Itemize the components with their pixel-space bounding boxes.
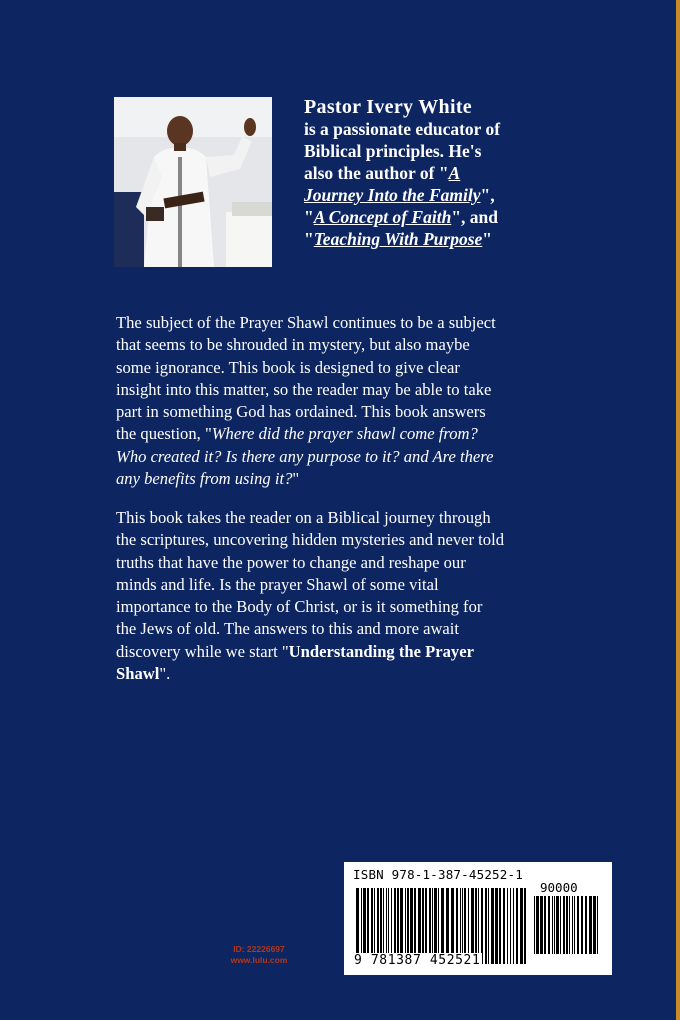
paragraph-line: insight into this matter, so the reader may be able to take <box>116 379 492 399</box>
barcode-bar <box>507 888 508 964</box>
barcode-bar <box>560 896 561 954</box>
question-text: Where did the prayer shawl come from? <box>211 424 478 444</box>
barcode-bar <box>556 896 559 954</box>
paragraph-line: the Jews of old. The answers to this and more await <box>116 619 460 639</box>
book-title-bold: Shawl <box>116 664 160 684</box>
author-name: Pastor Ivery White <box>304 96 472 118</box>
barcode-bar <box>503 888 505 964</box>
barcode-bar <box>554 896 555 954</box>
price-code-text: 90000 <box>540 880 578 895</box>
book-title: Teaching With Purpose <box>313 229 483 249</box>
barcode-bar <box>597 896 598 954</box>
barcode-bar <box>563 896 565 954</box>
publisher-id-block <box>219 944 299 966</box>
question-text: Who created it? Is there any purpose to it? and Are there <box>116 446 494 466</box>
book-title: Journey Into the Family <box>304 185 481 205</box>
bio-line: is a passionate educator of <box>304 119 501 139</box>
addon-barcode <box>534 896 600 954</box>
barcode-bar <box>548 896 550 954</box>
barcode-box <box>344 862 612 975</box>
paragraph-line: This book takes the reader on a Biblical journey through <box>116 508 491 527</box>
line-text: discovery while we start " <box>116 641 289 661</box>
barcode-bar <box>593 896 596 954</box>
author-photo-illustration <box>114 97 272 267</box>
quote-mark: " <box>304 207 314 227</box>
line-text: ". <box>159 664 171 684</box>
question-text: any benefits from using it? <box>116 469 293 489</box>
barcode-bar <box>495 888 498 964</box>
author-bio <box>304 96 574 250</box>
line-text: the question, " <box>116 424 212 444</box>
barcode-bar <box>491 888 494 964</box>
paragraph-line: minds and life. Is the prayer Shawl of some vital <box>116 574 439 594</box>
barcode-bar <box>520 888 523 964</box>
barcode-bar <box>536 896 539 954</box>
quote-mark: " <box>482 229 492 249</box>
line-text: " <box>292 469 300 489</box>
publisher-id: ID: 22226697 <box>233 944 285 954</box>
separator: ", and <box>451 207 498 227</box>
barcode-bar <box>574 896 575 954</box>
bio-line <box>304 206 574 228</box>
separator: ", <box>480 185 495 205</box>
paragraph-line: part in something God has ordained. This book answers <box>116 402 486 422</box>
paragraph-line: The subject of the Prayer Shawl continues to be a subject <box>116 313 496 332</box>
barcode-bar <box>516 888 518 964</box>
bio-line <box>304 228 574 250</box>
barcode-bar <box>569 896 570 954</box>
barcode-bar <box>534 896 535 954</box>
barcode-bar <box>544 896 546 954</box>
barcode-bar <box>581 896 583 954</box>
book-title: A <box>448 163 461 183</box>
barcode-bar <box>566 896 568 954</box>
paragraph-line <box>116 663 546 685</box>
bio-line: Biblical principles. He's <box>304 141 482 161</box>
barcode-bar <box>488 888 489 964</box>
book-title-bold: Understanding the Prayer <box>288 641 474 661</box>
publisher-url: www.lulu.com <box>230 955 288 965</box>
barcode-bar <box>585 896 587 954</box>
paragraph-line <box>116 468 546 490</box>
bio-line-prefix: also the author of " <box>304 163 449 183</box>
barcode-bar <box>513 888 514 964</box>
bio-line <box>304 162 574 184</box>
ean-digits: 9 781387 452521 <box>354 953 481 968</box>
paragraph-line <box>116 446 546 468</box>
barcode-bar <box>552 896 553 954</box>
barcode-bar <box>540 896 543 954</box>
barcode-bar <box>589 896 592 954</box>
barcode-bar <box>524 888 526 964</box>
spine-edge <box>676 0 680 1020</box>
book-title: A Concept of Faith <box>313 207 452 227</box>
description-paragraph-2 <box>116 507 546 685</box>
paragraph-line <box>116 423 546 445</box>
paragraph-line: truths that have the power to change and reshape our <box>116 552 466 572</box>
barcode-bar <box>577 896 579 954</box>
description-paragraph-1 <box>116 312 546 490</box>
paragraph-line: importance to the Body of Christ, or is it something for <box>116 597 483 617</box>
bio-line <box>304 184 574 206</box>
author-photo <box>114 97 272 267</box>
isbn-text: ISBN 978-1-387-45252-1 <box>353 867 523 882</box>
barcode-bar <box>572 896 573 954</box>
quote-mark: " <box>304 229 314 249</box>
paragraph-line <box>116 641 546 663</box>
barcode-bar <box>510 888 511 964</box>
paragraph-line: some ignorance. This book is designed to give clear <box>116 357 460 377</box>
paragraph-line: the scriptures, uncovering hidden mysteries and never told <box>116 530 505 550</box>
paragraph-line: that seems to be shrouded in mystery, but also maybe <box>116 335 470 355</box>
barcode-bar <box>485 888 487 964</box>
barcode-bar <box>499 888 501 964</box>
